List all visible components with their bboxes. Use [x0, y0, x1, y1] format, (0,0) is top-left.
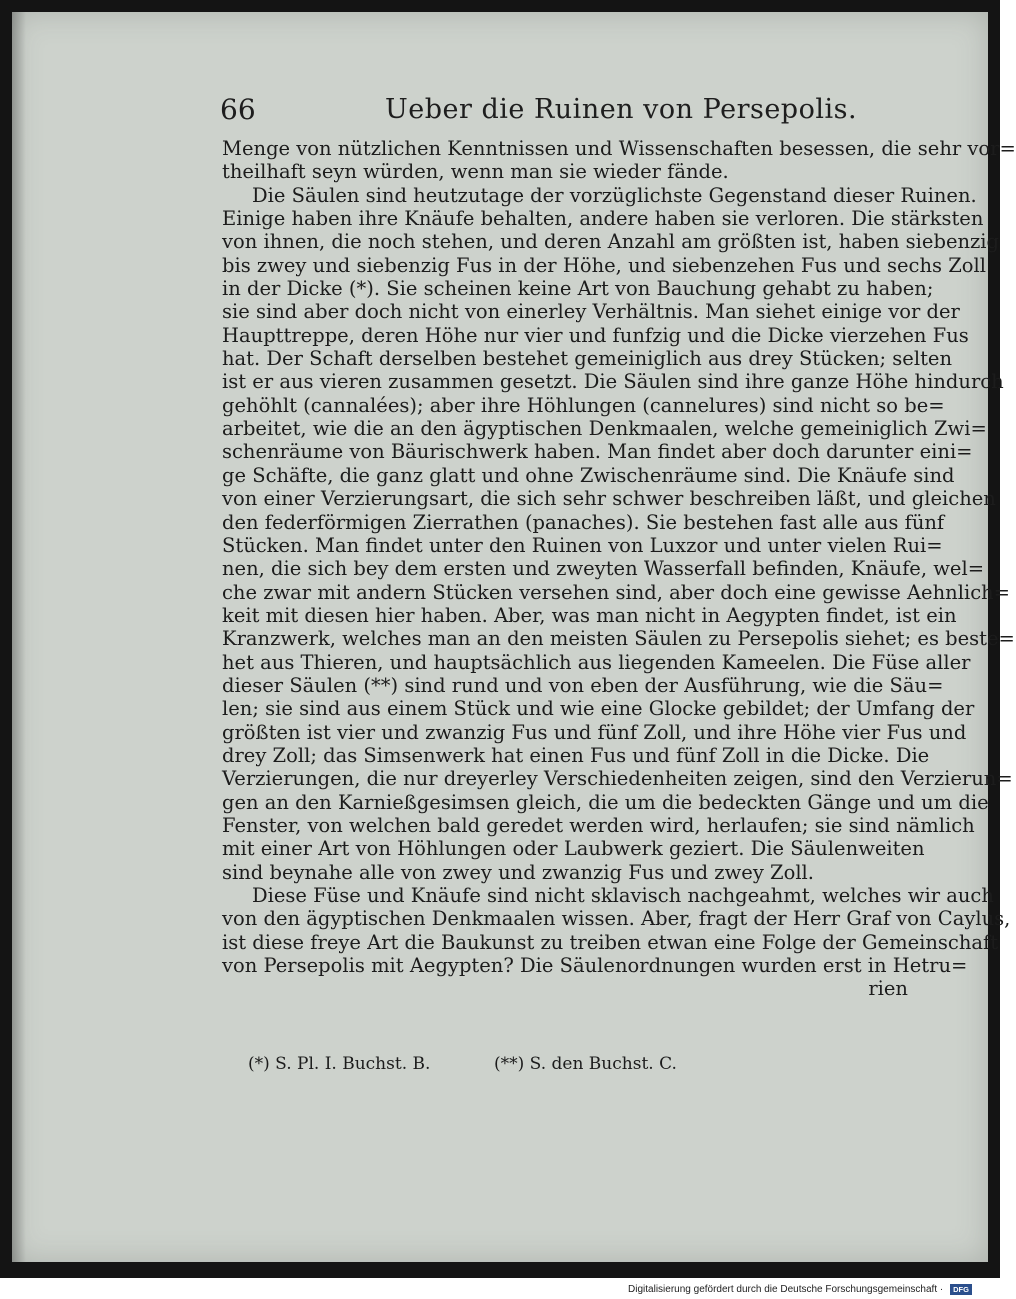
text-line: in der Dicke (*). Sie scheinen keine Art von Bauchung gehabt zu haben;: [222, 277, 934, 301]
gutter-shadow: [12, 12, 26, 1262]
text-line: von den ägyptischen Denkmaalen wissen. Aber, fragt der Herr Graf von Caylus,: [222, 907, 1011, 931]
text-line: von Persepolis mit Aegypten? Die Säulenordnungen wurden erst in Hetru=: [222, 954, 968, 978]
text-line: Die Säulen sind heutzutage der vorzüglichste Gegenstand dieser Ruinen.: [252, 183, 977, 207]
text-line: sind beynahe alle von zwey und zwanzig Fus und zwey Zoll.: [222, 860, 814, 884]
text-line: Haupttreppe, deren Höhe nur vier und funfzig und die Dicke vierzehen Fus: [222, 323, 969, 347]
text-line: che zwar mit andern Stücken versehen sind, aber doch eine gewisse Aehnlich=: [222, 580, 1011, 604]
text-line: Menge von nützlichen Kenntnissen und Wissenschaften besessen, die sehr vor=: [222, 137, 1016, 160]
text-line: theilhaft seyn würden, wenn man sie wieder fände.: [222, 160, 729, 184]
page-number: 66: [220, 93, 256, 126]
footnote-second: (**) S. den Buchst. C.: [494, 1054, 677, 1074]
text-line: Verzierungen, die nur dreyerley Verschiedenheiten zeigen, sind den Verzierun=: [222, 767, 1013, 791]
text-line: keit mit diesen hier haben. Aber, was man nicht in Aegypten findet, ist ein: [222, 603, 957, 627]
text-line: dieser Säulen (**) sind rund und von eben der Ausführung, wie die Säu=: [222, 673, 944, 697]
text-line: hat. Der Schaft derselben bestehet gemeiniglich aus drey Stücken; selten: [222, 347, 953, 371]
page-title: Ueber die Ruinen von Persepolis.: [385, 94, 858, 125]
text-line: het aus Thieren, und hauptsächlich aus liegenden Kameelen. Die Füse aller: [222, 650, 971, 674]
text-line: gen an den Karnießgesimsen gleich, die um die bedeckten Gänge und um die: [222, 790, 989, 814]
text-line: sie sind aber doch nicht von einerley Verhältnis. Man siehet einige vor der: [222, 300, 960, 324]
text-line: mit einer Art von Höhlungen oder Laubwerk geziert. Die Säulenweiten: [222, 837, 925, 861]
attribution-line: [628, 1283, 972, 1297]
catchword: rien: [868, 977, 908, 1001]
dfg-logo: DFG: [950, 1284, 972, 1295]
running-head: [220, 90, 910, 130]
text-line: ge Schäfte, die ganz glatt und ohne Zwischenräume sind. Die Knäufe sind: [222, 463, 955, 487]
text-line: Fenster, von welchen bald geredet werden wird, herlaufen; sie sind nämlich: [222, 813, 975, 837]
attribution-text: Digitalisierung gefördert durch die Deutsche Forschungsgemeinschaft ·: [628, 1284, 944, 1295]
text-line: Diese Füse und Knäufe sind nicht sklavisch nachgeahmt, welches wir auch: [252, 884, 994, 907]
text-line: von ihnen, die noch stehen, und deren Anzahl am größten ist, haben siebenzig: [222, 230, 1000, 254]
text-line: gehöhlt (cannalées); aber ihre Höhlungen (cannelures) sind nicht so be=: [222, 393, 945, 417]
text-line: von einer Verzierungsart, die sich sehr schwer beschreiben läßt, und gleichen: [222, 487, 996, 511]
text-line: nen, die sich bey dem ersten und zweyten Wasserfall befinden, Knäufe, wel=: [222, 557, 985, 581]
text-line: schenräume von Bäurischwerk haben. Man findet aber doch darunter eini=: [222, 440, 973, 464]
footnote-first: (*) S. Pl. I. Buchst. B.: [248, 1054, 431, 1074]
text-line: bis zwey und siebenzig Fus in der Höhe, und siebenzehen Fus und sechs Zoll: [222, 253, 986, 277]
body-text: [222, 137, 1016, 1001]
text-line: arbeitet, wie die an den ägyptischen Denkmaalen, welche gemeiniglich Zwi=: [222, 417, 987, 441]
text-line: den federförmigen Zierrathen (panaches). Sie bestehen fast alle aus fünf: [222, 510, 945, 534]
text-line: größten ist vier und zwanzig Fus und fünf Zoll, und ihre Höhe vier Fus und: [222, 720, 967, 744]
text-line: ist er aus vieren zusammen gesetzt. Die Säulen sind ihre ganze Höhe hindurch: [222, 370, 1004, 394]
text-line: Stücken. Man findet unter den Ruinen von Luxzor und unter vielen Rui=: [222, 533, 943, 557]
text-line: drey Zoll; das Simsenwerk hat einen Fus und fünf Zoll in die Dicke. Die: [222, 743, 930, 767]
text-line: Einige haben ihre Knäufe behalten, andere haben sie verloren. Die stärksten: [222, 207, 984, 231]
text-line: len; sie sind aus einem Stück und wie eine Glocke gebildet; der Umfang der: [222, 697, 975, 721]
footnotes: [248, 1050, 748, 1078]
text-line: ist diese freye Art die Baukunst zu treiben etwan eine Folge der Gemeinschaft: [222, 930, 999, 954]
text-line: Kranzwerk, welches man an den meisten Säulen zu Persepolis siehet; es beste=: [222, 627, 1015, 651]
